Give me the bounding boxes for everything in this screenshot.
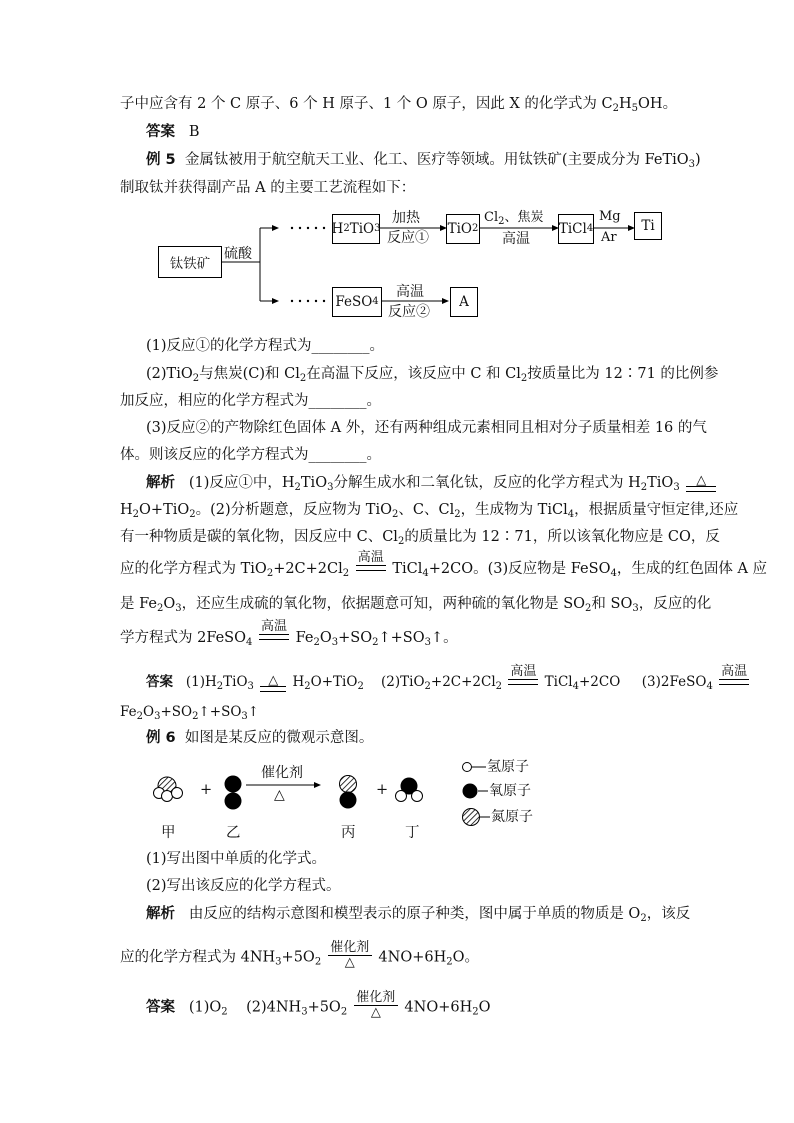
cond-catalyst: 催化剂 <box>261 765 303 781</box>
cond-high-temp-2: 高温 <box>396 284 424 300</box>
high-temp-equals-sign-4: 高温 <box>719 665 749 685</box>
analysis-6-line-1: 解析 由反应的结构示意图和模型表示的原子种类，图中属于单质的物质是 $O_2$，该反 <box>146 906 691 924</box>
analysis-line-5: 是 $Fe_2O_3$，还应生成硫的氧化物，依据题意可知，两种硫的氧化物是 $SO_2$和 $SO_3$，反应的化 <box>120 596 712 614</box>
analysis-line-4: 应的化学方程式为 $TiO_2+2C+2Cl_2$ 高温 TiCl$_4$+2CO。(3)反应物是 FeSO$_4$，生成的红色固体 A 应 <box>120 550 768 579</box>
high-temp-equals-sign: 高温 <box>356 551 386 571</box>
label-ding: 丁 <box>405 825 420 841</box>
plus-2: + <box>376 782 389 798</box>
example-6-question-1: (1)写出图中单质的化学式。 <box>146 851 327 867</box>
molecule-o2 <box>225 776 242 810</box>
molecule-no <box>340 776 357 809</box>
analysis-line-6: 学方程式为 2FeSO$_4$ 高温 $Fe_2O_3+SO_2↑+SO_3↑$。 <box>120 619 458 648</box>
catalyst-equals-sign-2: 催化剂 △ <box>354 991 398 1020</box>
answer-2-line-2: $Fe_2O_3+SO_2↑+SO_3↑$ <box>120 704 260 722</box>
cond-cl2-coke: $Cl_2$、焦炭 <box>484 210 544 227</box>
heat-equals-sign: △ <box>686 474 716 492</box>
legend-markers <box>463 763 491 826</box>
box-feso4: FeSO 4 <box>332 287 382 317</box>
cond-heat: 加热 <box>392 210 420 226</box>
example-6: 例 6 如图是某反应的微观示意图。 <box>146 730 374 746</box>
label-yi: 乙 <box>226 825 241 841</box>
question-1: (1)反应①的化学方程式为________。 <box>146 338 385 354</box>
example-6-question-2: (2)写出该反应的化学方程式。 <box>146 878 341 894</box>
catalyst-equals-sign: 催化剂 △ <box>328 941 372 970</box>
box-a: A <box>450 287 478 317</box>
example-5-line-2: 制取钛并获得副产品 A 的主要工艺流程如下： <box>120 180 416 196</box>
answer-3: 答案 $(1)O_2$ $(2)4NH_3+5O_2$ 催化剂 △ $4NO+6H_2O$ <box>146 990 491 1020</box>
cond-reaction-2: 反应② <box>388 304 430 320</box>
box-ticl4: TiCl 4 <box>558 214 594 244</box>
cond-reaction-1: 反应① <box>387 230 429 246</box>
analysis-line-1: 解析 (1)反应①中，$H_2TiO_3$分解生成水和二氧化钛，反应的化学方程式为 $H_2TiO_3$ △ <box>146 473 718 493</box>
question-2-line-1: (2)TiO$_2$与焦炭(C)和 $Cl_2$在高温下反应，该反应中 C 和 $Cl_2$按质量比为 12∶71 的比例参 <box>146 366 719 384</box>
molecule-h2o <box>396 778 423 802</box>
answer-2-line-1: 答案 $(1)H_2TiO_3$ △ $H_2O+TiO_2$ $(2)TiO_2+2C+2Cl_2$ 高温 TiCl$_4$+2CO (3)2FeSO$_4$ 高温 <box>146 663 748 692</box>
analysis-line-2: $H_2O+TiO_2$。(2)分析题意，反应物为 TiO$_2$、C、$Cl_2$，生成物为 TiCl$_4$，根据质量守恒定律,还应 <box>120 502 739 520</box>
plus-1: + <box>200 782 213 798</box>
cond-ar: Ar <box>601 230 617 245</box>
analysis-6-line-2: 应的化学方程式为 $4NH_3+5O_2$ 催化剂 △ $4NO+6H_2O$。 <box>120 940 479 970</box>
label-jia: 甲 <box>161 825 176 841</box>
box-tio2: TiO 2 <box>446 214 480 244</box>
box-ilmenite: 钛铁矿 <box>158 246 222 278</box>
legend-hydrogen: 氢原子 <box>487 759 529 775</box>
cond-high-temp-1: 高温 <box>502 231 530 247</box>
analysis-line-3: 有一种物质是碳的氧化物，因反应中 C、$Cl_2$的质量比为 12∶71，所以该氧化物应是 CO，反 <box>120 529 720 547</box>
cond-delta: △ <box>274 787 285 803</box>
text-line-1: 子中应含有 2 个 C 原子、6 个 H 原子、1 个 O 原子，因此 X 的化学式为 $C_2H_5OH$。 <box>120 96 678 114</box>
box-ti: Ti <box>634 212 662 240</box>
legend-oxygen: 氧原子 <box>489 783 531 799</box>
molecule-nh3 <box>154 777 183 802</box>
question-3-line-1: (3)反应②的产物除红色固体 A 外，还有两种组成元素相同且相对分子质量相差 16 的气 <box>146 420 707 436</box>
example-5-line-1: 例 5 金属钛被用于航空航天工业、化工、医疗等领域。用钛铁矿(主要成分为 FeTiO$_3$) <box>146 152 701 170</box>
high-temp-equals-sign-2: 高温 <box>259 620 289 640</box>
label-bing: 丙 <box>341 825 356 841</box>
heat-equals-sign-2: △ <box>260 674 286 692</box>
question-2-line-2: 加反应，相应的化学方程式为________。 <box>120 393 381 409</box>
label-sulfuric-acid: 硫酸 <box>224 246 252 262</box>
high-temp-equals-sign-3: 高温 <box>508 665 538 685</box>
box-h2tio3: H 2 TiO 3 <box>332 214 380 244</box>
legend-nitrogen: 氮原子 <box>491 809 533 825</box>
answer-1: 答案 B <box>146 124 200 140</box>
cond-mg: Mg <box>599 209 621 224</box>
question-3-line-2: 体。则该反应的化学方程式为________。 <box>120 447 381 463</box>
